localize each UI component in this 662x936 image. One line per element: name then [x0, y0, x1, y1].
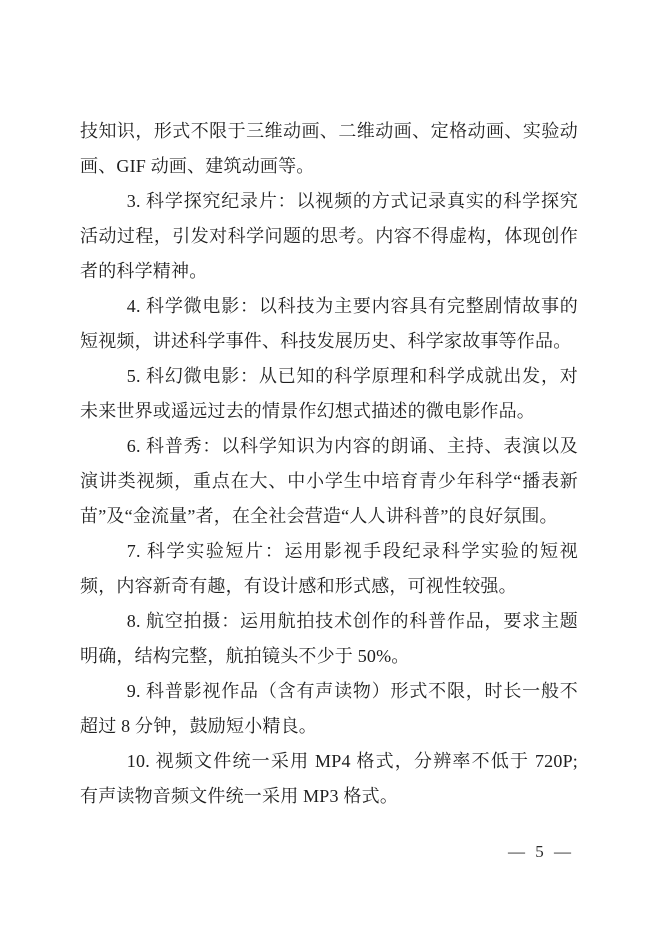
paragraph-continuation: 技知识，形式不限于三维动画、二维动画、定格动画、实验动画、GIF 动画、建筑动画等。: [80, 121, 578, 176]
paragraph-item-4: 4. 科学微电影：以科技为主要内容具有完整剧情故事的短视频，讲述科学事件、科技发展历史、科学家故事等作品。: [80, 296, 578, 351]
document-body: [80, 114, 578, 814]
paragraph-item-7: 7. 科学实验短片：运用影视手段纪录科学实验的短视频，内容新奇有趣，有设计感和形式感，可视性较强。: [80, 541, 578, 596]
page-number: — 5 —: [508, 842, 574, 861]
paragraph-item-10: 10. 视频文件统一采用 MP4 格式，分辨率不低于 720P; 有声读物音频文件统一采用 MP3 格式。: [80, 751, 578, 806]
paragraph-item-3: 3. 科学探究纪录片：以视频的方式记录真实的科学探究活动过程，引发对科学问题的思考。内容不得虚构，体现创作者的科学精神。: [80, 191, 578, 281]
paragraph-item-5: 5. 科幻微电影：从已知的科学原理和科学成就出发，对未来世界或遥远过去的情景作幻想式描述的微电影作品。: [80, 366, 578, 421]
paragraph-item-8: 8. 航空拍摄：运用航拍技术创作的科普作品，要求主题明确，结构完整，航拍镜头不少于 50%。: [80, 611, 578, 666]
paragraph-item-6: 6. 科普秀：以科学知识为内容的朗诵、主持、表演以及演讲类视频，重点在大、中小学生中培育青少年科学“播表新苗”及“金流量”者，在全社会营造“人人讲科普”的良好氛围。: [80, 436, 578, 526]
paragraph-item-9: 9. 科普影视作品（含有声读物）形式不限，时长一般不超过 8 分钟，鼓励短小精良。: [80, 681, 578, 736]
